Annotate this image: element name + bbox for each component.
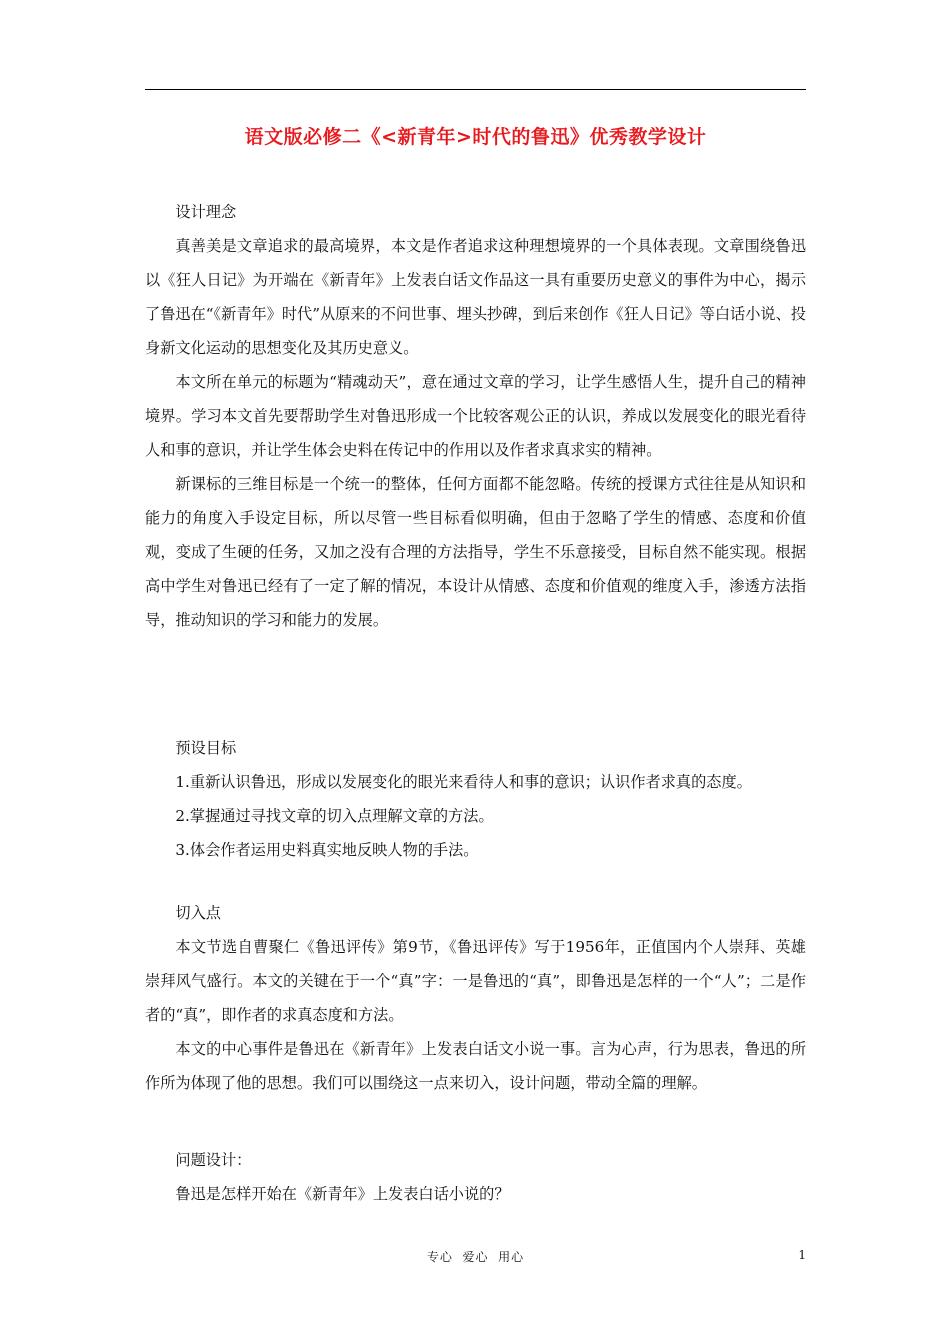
footer-motto: 专心 爱心 用心 xyxy=(426,1250,525,1264)
document-title: 语文版必修二《<新青年>时代的鲁迅》优秀教学设计 xyxy=(244,126,707,148)
goal-item-1: 1.重新认识鲁迅，形成以发展变化的眼光来看待人和事的意识；认识作者求真的态度。 xyxy=(175,773,752,791)
entry-heading: 切入点 xyxy=(175,904,221,922)
question-item-1: 鲁迅是怎样开始在《新青年》上发表白话小说的？ xyxy=(175,1185,510,1203)
entry-paragraph-1: 本文节选自曹聚仁《鲁迅评传》第9节，《鲁迅评传》写于1956年，正值国内个人崇拜、英雄崇拜风气盛行。本文的关键在于一个“真”字：一是鲁迅的“真”，即鲁迅是怎样的一个“人”；二是作者的“真”，即作者的求真态度和方法。 xyxy=(145,938,806,1024)
concept-paragraph-1: 真善美是文章追求的最高境界，本文是作者追求这种理想境界的一个具体表现。文章围绕鲁迅以《狂人日记》为开端在《新青年》上发表白话文作品这一具有重要历史意义的事件为中心，揭示了鲁迅在“《新青年》时代”从原来的不问世事、埋头抄碑，到后来创作《狂人日记》等白话小说、投身新文化运动的思想变化及其历史意义。 xyxy=(145,237,806,357)
questions-section xyxy=(145,1143,806,1211)
concept-paragraph-2: 本文所在单元的标题为“精魂动天”，意在通过文章的学习，让学生感悟人生，提升自己的精神境界。学习本文首先要帮助学生对鲁迅形成一个比较客观公正的认识，养成以发展变化的眼光看待人和事的意识，并让学生体会史料在传记中的作用以及作者求真求实的精神。 xyxy=(145,373,806,459)
header-rule xyxy=(145,89,806,90)
page-number: 1 xyxy=(798,1248,806,1262)
questions-heading: 问题设计： xyxy=(175,1151,252,1169)
entry-paragraph-2: 本文的中心事件是鲁迅在《新青年》上发表白话文小说一事。言为心声，行为思表，鲁迅的所作所为体现了他的思想。我们可以围绕这一点来切入，设计问题，带动全篇的理解。 xyxy=(145,1040,806,1092)
goal-item-2: 2.掌握通过寻找文章的切入点理解文章的方法。 xyxy=(175,807,494,825)
goals-heading: 预设目标 xyxy=(175,739,237,757)
concept-heading: 设计理念 xyxy=(175,203,237,221)
entry-section xyxy=(145,896,806,1100)
goal-item-3: 3.体会作者运用史料真实地反映人物的手法。 xyxy=(175,841,479,859)
goals-section xyxy=(145,731,806,867)
concept-paragraph-3: 新课标的三维目标是一个统一的整体，任何方面都不能忽略。传统的授课方式往往是从知识和能力的角度入手设定目标，所以尽管一些目标看似明确，但由于忽略了学生的情感、态度和价值观，变成了生硬的任务，又加之没有合理的方法指导，学生不乐意接受，目标自然不能实现。根据高中学生对鲁迅已经有了一定了解的情况，本设计从情感、态度和价值观的维度入手，渗透方法指导，推动知识的学习和能力的发展。 xyxy=(145,475,806,629)
concept-section xyxy=(145,195,806,637)
